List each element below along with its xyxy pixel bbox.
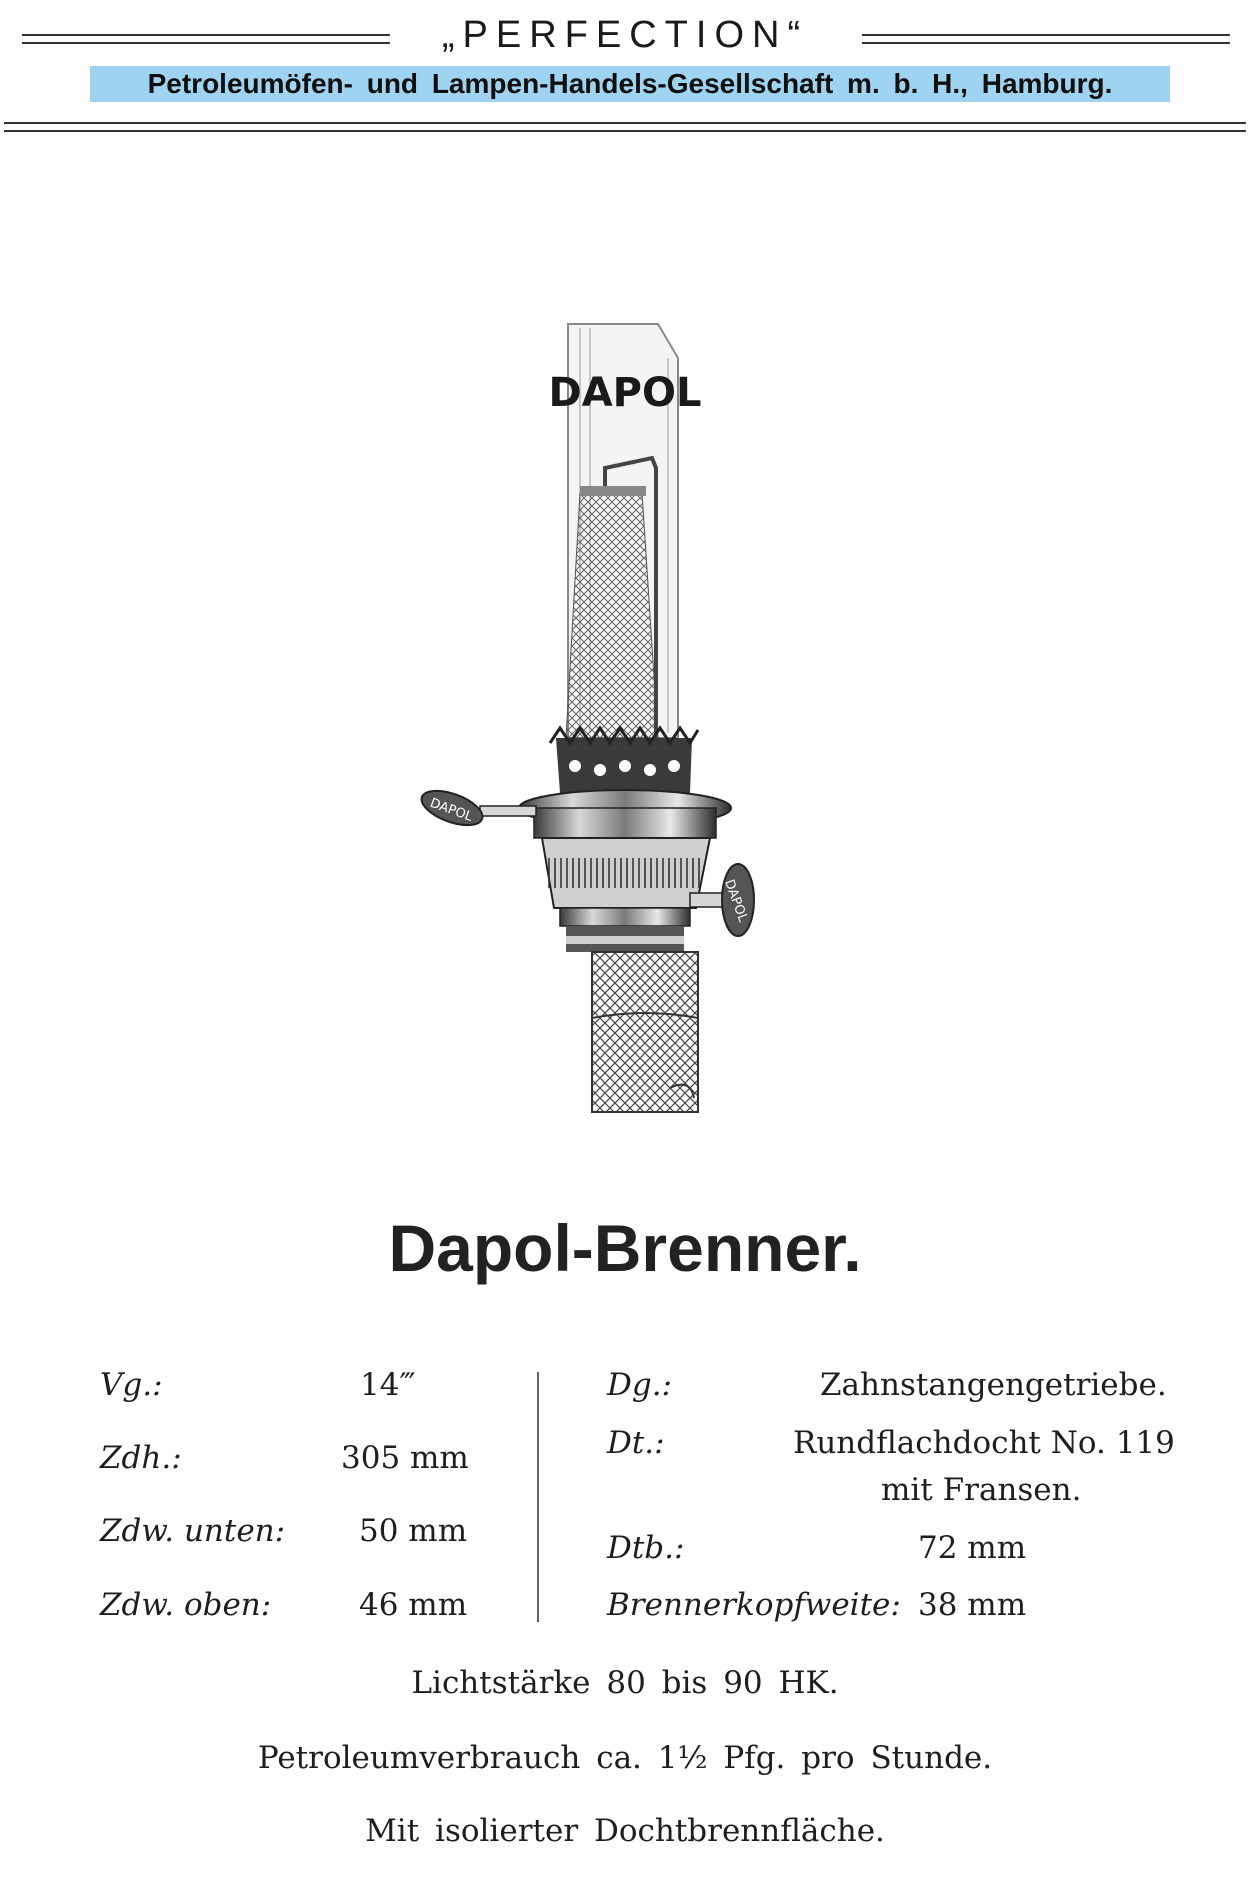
header-title: „PERFECTION“ (441, 14, 809, 56)
spec-label-zdw-oben: Zdw. oben: (100, 1587, 272, 1623)
burner-body (519, 790, 731, 952)
header-subtitle: Petroleumöfen- und Lampen-Handels-Gesellschaft m. b. H., Hamburg. (90, 66, 1170, 102)
spec-value-vg: 14‴ (360, 1367, 416, 1403)
spec-value-dt: Rundflachdocht No. 119 (793, 1425, 1175, 1461)
spec-label-dtb: Dtb.: (607, 1530, 685, 1566)
spec-value-brennerkopfweite: 38 mm (918, 1587, 1027, 1623)
spec-value-zdh: 305 mm (341, 1440, 469, 1476)
spec-label-zdw-unten: Zdw. unten: (100, 1513, 286, 1549)
left-knob-brand-text: DAPOL (427, 795, 475, 825)
spec-value-zdw-unten: 50 mm (359, 1513, 468, 1549)
note-light-intensity: Lichtstärke 80 bis 90 HK. (411, 1665, 839, 1701)
product-title: Dapol-Brenner. (388, 1211, 862, 1285)
knurled-tube (592, 952, 698, 1112)
spec-label-dt: Dt.: (607, 1425, 665, 1461)
spec-label-brennerkopfweite: Brennerkopfweite: (607, 1587, 901, 1623)
note-insulated-wick: Mit isolierter Dochtbrennfläche. (365, 1813, 885, 1849)
chimney-brand-text: DAPOL (548, 370, 702, 416)
spec-value-dtb: 72 mm (918, 1530, 1027, 1566)
header-rule-full-bottom (4, 130, 1246, 132)
spec-column-divider (537, 1372, 539, 1622)
left-wick-knob (420, 784, 536, 832)
header-rule-full-top (4, 122, 1246, 124)
spec-value-dt-line2: mit Fransen. (881, 1472, 1082, 1508)
spec-value-dg: Zahnstangengetriebe. (820, 1367, 1167, 1403)
burner-illustration (420, 318, 840, 1138)
spec-label-dg: Dg.: (607, 1367, 672, 1403)
note-petroleum-consumption: Petroleumverbrauch ca. 1½ Pfg. pro Stunde. (257, 1740, 993, 1776)
spec-label-vg: Vg.: (100, 1367, 163, 1403)
right-knob-brand-text: DAPOL (721, 877, 751, 925)
spec-value-zdw-oben: 46 mm (359, 1587, 468, 1623)
spec-label-zdh: Zdh.: (100, 1440, 182, 1476)
